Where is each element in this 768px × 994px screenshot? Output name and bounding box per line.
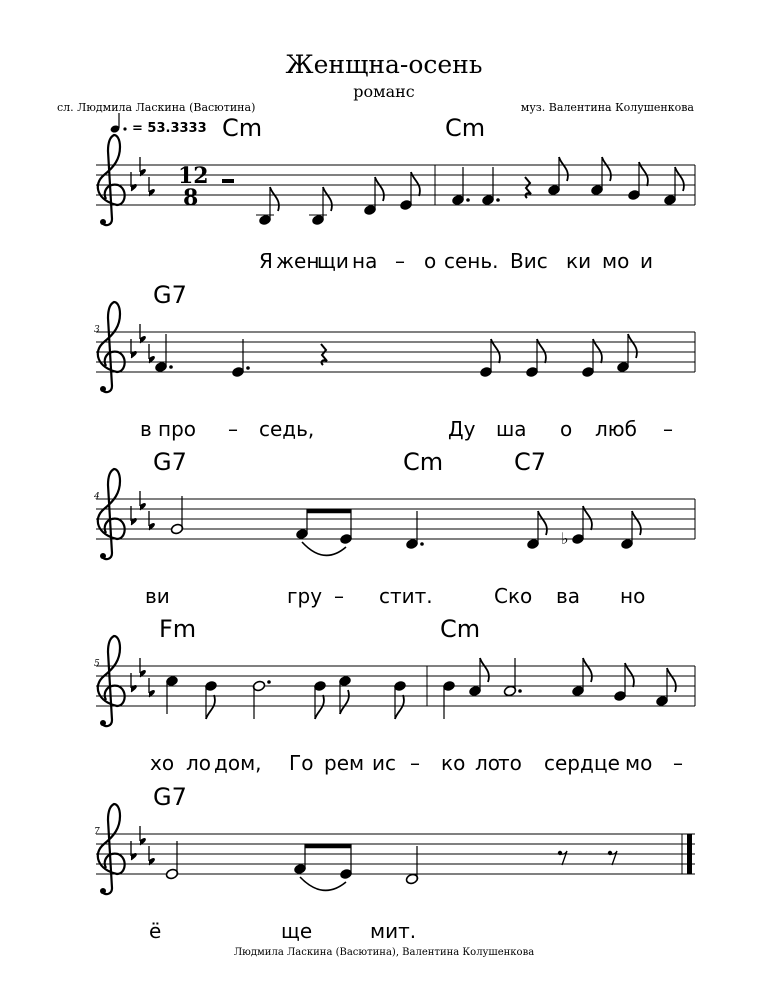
lyric-syllable: –	[410, 751, 420, 775]
lyric-syllable: на	[352, 249, 378, 273]
composer-credit: муз. Валентина Колушенкова	[520, 101, 694, 114]
lyric-syllable: ис	[372, 751, 396, 775]
key-signature-flats-icon	[131, 324, 154, 363]
note-flag	[538, 511, 547, 535]
treble-clef-icon	[98, 804, 125, 894]
song-title: Женщна-осень	[285, 50, 483, 79]
note-flag	[628, 334, 637, 358]
lyric-syllable: рем	[324, 751, 365, 775]
augmentation-dot	[466, 198, 470, 202]
flat-accidental-icon: ♭	[561, 529, 569, 548]
lyric-syllable: мо	[602, 249, 630, 273]
treble-clef-icon	[98, 302, 125, 392]
key-signature-flats-icon	[131, 157, 154, 196]
chord-symbol: Cm	[440, 615, 481, 643]
footer-credits: Людмила Ласкина (Васютина), Валентина Колушенкова	[233, 947, 535, 958]
note-flag	[639, 162, 648, 186]
lyric-syllable: це	[594, 751, 620, 775]
chord-symbol: G7	[153, 281, 187, 309]
chord-symbol: G7	[153, 448, 187, 476]
lyric-syllable: серд	[544, 751, 594, 775]
song-subtitle: романс	[353, 82, 415, 101]
lyric-syllable: ко	[441, 751, 466, 775]
treble-clef-icon	[98, 636, 125, 726]
lyric-syllable: ё	[149, 919, 162, 943]
key-signature-flats-icon	[131, 491, 154, 530]
lyric-syllable: жен	[276, 249, 320, 273]
note-flag	[270, 187, 279, 211]
note-flag	[602, 157, 611, 181]
lyric-syllable: мо	[625, 751, 653, 775]
chord-symbol: Fm	[159, 615, 197, 643]
lyric-syllable: седь,	[259, 417, 315, 441]
lyric-syllable: ва	[556, 584, 581, 608]
measure-number: 7	[94, 827, 100, 837]
note-flag	[315, 695, 324, 719]
lyric-syllable: хо	[150, 751, 175, 775]
note-flag	[667, 668, 676, 692]
lyric-syllable: о	[560, 417, 573, 441]
treble-clef-icon	[98, 469, 125, 559]
note-flag	[675, 167, 684, 191]
chord-symbol: Cm	[445, 114, 486, 142]
note-flag	[632, 511, 641, 535]
lyric-syllable: ки	[566, 249, 592, 273]
lyric-syllable: –	[395, 249, 405, 273]
augmentation-dot	[267, 680, 271, 684]
augmentation-dot	[420, 542, 424, 546]
lyric-syllable: Ду	[448, 417, 476, 441]
lyric-syllable: но	[620, 584, 646, 608]
slur	[302, 542, 346, 555]
time-signature-denominator: 8	[183, 185, 199, 211]
lyric-syllable: –	[673, 751, 683, 775]
lyric-syllable: дом,	[214, 751, 262, 775]
note-flag	[537, 339, 546, 363]
whole-rest-icon	[222, 179, 234, 183]
lyric-syllable: щи	[317, 249, 349, 273]
augmentation-dot	[169, 365, 173, 369]
time-signature-numerator: 12	[178, 163, 209, 189]
measure-number: 5	[94, 659, 100, 669]
note-flag	[395, 695, 404, 719]
key-signature-flats-icon	[131, 826, 154, 865]
lyric-syllable: Я	[259, 249, 273, 273]
lyric-syllable: ша	[496, 417, 527, 441]
note-flag	[559, 157, 568, 181]
augmentation-dot	[246, 366, 250, 370]
note-flag	[583, 506, 592, 530]
lyric-syllable: стит.	[379, 584, 433, 608]
lyric-syllable: ви	[145, 584, 170, 608]
chord-symbol: C7	[514, 448, 547, 476]
lyric-syllable: ще	[281, 919, 313, 943]
lyric-syllable: –	[228, 417, 238, 441]
note-flag	[375, 177, 384, 201]
tempo-value: = 53.3333	[132, 121, 207, 136]
note-flag	[480, 658, 489, 682]
lyric-syllable: мит.	[370, 919, 417, 943]
note-flag	[323, 187, 332, 211]
lyric-syllable: люб	[595, 417, 637, 441]
note-flag	[583, 658, 592, 682]
lyric-syllable: и	[640, 249, 653, 273]
lyric-syllable: сень.	[444, 249, 499, 273]
measure-number: 3	[94, 325, 100, 335]
augmentation-dot	[518, 689, 522, 693]
tempo-mark	[110, 113, 207, 136]
key-signature-flats-icon	[131, 658, 154, 697]
lyric-syllable: в	[140, 417, 152, 441]
note-flag	[593, 339, 602, 363]
chord-symbol: Cm	[222, 114, 263, 142]
lyric-syllable: Вис	[510, 249, 548, 273]
lyric-syllable: про	[158, 417, 197, 441]
lyric-syllable: ло	[186, 751, 212, 775]
note-flag	[206, 695, 215, 719]
note-flag	[411, 172, 420, 196]
slur	[300, 877, 346, 890]
lyric-syllable: ло	[475, 751, 501, 775]
lyric-syllable: гру	[287, 584, 323, 608]
chord-symbol: Cm	[403, 448, 444, 476]
lyric-syllable: то	[498, 751, 522, 775]
note-flag	[625, 663, 634, 687]
treble-clef-icon	[98, 135, 125, 225]
lyric-syllable: –	[334, 584, 344, 608]
augmentation-dot	[496, 198, 500, 202]
lyric-syllable: о	[424, 249, 437, 273]
measure-number: 4	[94, 492, 100, 502]
lyric-syllable: Го	[289, 751, 314, 775]
chord-symbol: G7	[153, 783, 187, 811]
note-flag	[340, 690, 349, 714]
final-barline	[687, 834, 692, 874]
lyricist-credit: сл. Людмила Ласкина (Васютина)	[57, 101, 256, 114]
note-flag	[491, 339, 500, 363]
lyric-syllable: –	[663, 417, 673, 441]
lyric-syllable: Ско	[494, 584, 533, 608]
